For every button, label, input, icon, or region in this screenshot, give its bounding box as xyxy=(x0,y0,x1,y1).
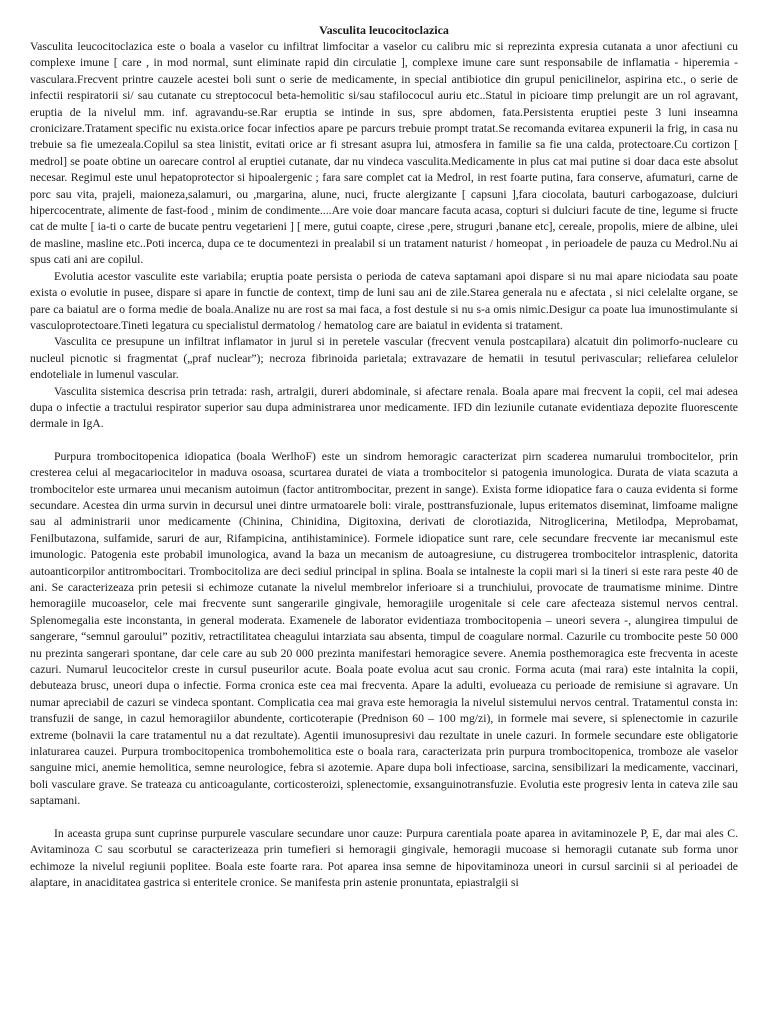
paragraph-5: Purpura trombocitopenica idiopatica (boala WerlhoF) este un sindrom hemoragic caracterizat pirn scaderea numarului trombocitelor, prin cresterea celui al megacariocitelor in maduva osoasa, scurtarea duratei de viata a trombocitelor si patogenia imunologica. Durata de viata scazuta a trombocitelor este urmarea unui mecanism autoimun (factor antitrombocitar, prezent in sange). Exista forme idiopatice fara o cauza evidenta si forme secundare. Acestea din urma survin in decursul unei dintre urmatoarele boli: virale, posttransfuzionale, lupus eritematos diseminat, limfoame maligne sau al administrarii unor medicamente (Chinina, Chinidina, Digitoxina, derivati de clorotiazida, Nitroglicerina, Metilodpa, Meprobamat, Fenilbutazona, sulfamide, saruri de aur, Rifampicina, antihistaminice). Formele idiopatice sunt rare, cele secundare frecvente iar mecanismul este imunologic. Patogenia este probabil imunologica, avand la baza un mecanism de autoagresiune, cu distrugerea trombocitelor intrasplenic, datorita autoanticorpilor antitrombocitari. Trombocitoliza are deci sediul principal in splina. Boala se intalneste la copii mari si la tineri si este rara peste 40 de ani. Se caracterizeaza prin petesii si echimoze cutanate la nivelul membrelor inferioare si a trunchiului, provocate de traumatisme minime. Dintre hemoragiile mucoaselor, cele mai frecvente sunt sangerarile gingivale, hemoragiile urogenitale si cele care afecteaza sistemul nervos central. Splenomegalia este inconstanta, in general moderata. Examenele de laborator evidentiaza trombocitopenia – uneori severa -, alungirea timpului de sangerare, “semnul garoului” pozitiv, retractilitatea cheagului intarziata sau absenta, timpul de coagulare normal. Cazurile cu trombocite peste 50 000 nu prezinta sangerari spontane, dar cele care au sub 20 000 prezinta manifestari hemoragice severe. Anemia posthemoragica este frecventa in aceste cazuri. Numarul leucocitelor creste in cursul puseurilor acute. Boala poate evolua acut sau cronic. Forma acuta (mai rara) este intalnita la copii, debuteaza brusc, uneori dupa o infectie. Forma cronica este cea mai frecventa. Apare la adulti, evolueaza cu perioade de remisiune si agravare. Un numar apreciabil de cazuri se vindeca spontant. Complicatia cea mai grava este hemoragia la nivelul sistemului nervos central. Tratamentul consta in: transfuzii de sange, in cazul hemoragiilor abundente, corticoterapie (Prednison 60 – 100 mg/zi), in formele mai severe, si splenectomie in cazurile extreme (bolnavii la care tratamentul nu a dat rezultate). Agentii imunosupresivi dau rezultate in unele cazuri. In formele secundare este obligatorie inlaturarea cauzei. Purpura trombocitopenica trombohemolitica este o boala rara, caracterizata prin purpura trombocitopenica, tromboze ale vaselor sanguine mici, anemie hemolitica, semne neurologice, febra si azotemie. Apare dupa boli infectioase, sarcina, sensibilizari la medicamente, vaccinari, boli vasculare grave. Se trateaza cu anticoagulante, corticosteroizi, splenectomie, exsanguinotransfuzie. Evolutia este progresiv lenta in cateva zile sau saptamani. xyxy=(30,449,738,808)
paragraph-1: Vasculita leucocitoclazica este o boala a vaselor cu infiltrat limfocitar a vaselor cu calibru mic si reprezinta expresia cutanata a unor afectiuni cu complexe imune [ care , in mod normal, sunt eliminate rapid din circulatie ], complexe imune care sunt responsabile de inflamatia - hiperemia - vasculara.Frecvent printre cauzele acestei boli sunt o serie de medicamente, in special antibiotice din grupul penicilinelor, aspirina etc., o serie de infectii respiratorii si/ sau cutanate cu streptococul beta-hemolitic si/sau stafilococul auriu etc..Statul in picioare timp prelungit are un rol agravant, eruptia de la nivelul mm. inf. agravandu-se.Rar eruptia se intinde in sus, spre abdomen, fata.Persistenta eruptiei peste 3 luni inseamna cronicizare.Tratament specific nu exista.orice focar infectios apare pe parcurs trebuie prompt tratat.Se recomanda evitarea expunerii la frig, in casa nu trebuie sa fie umezeala.Copilul sa stea linistit, evitati orice ar fi stresant asupra lui, atmosfera in familie sa fie una calda, protectoare.Cu cortizon [ medrol] se poate obtine un oarecare control al eruptiei cutanate, dar nu vindeca vasculita.Medicamente in plus cat mai putine si doar daca este absolut necesar. Regimul este unul hepatoprotector si hipoalergenic ; fara sare complet cat ia Medrol, in rest foarte putina, fara conserve, afumaturi, carne de porc sau vita, prajeli, maioneza,salamuri, ou ,margarina, alune, nuci, fructe alergizante [ capsuni ],fara ciocolata, bauturi carbogazoase, dulciuri hipercocentrate, alimente de fast-food , minim de condimente....Are voie doar mancare facuta acasa, copturi si dulciuri facute de tine, legume si fructe cat de multe [ ia-ti o carte de bucate pentru vegetarieni ] [ mere, gutui coapte, cirese ,pere, struguri ,banane etc], cereale, propolis, miere de albine, ulei de masline, masline etc..Poti incerca, dupa ce te documentezi in prealabil si un tratament naturist / homeopat , in perioadele de pauza cu Medrol.Nu ai spus cati ani are copilul. xyxy=(30,40,738,267)
document-body xyxy=(30,39,738,891)
paragraph-3: Vasculita ce presupune un infiltrat inflamator in jurul si in peretele vascular (frecvent venula postcapilara) alcatuit din polimorfo-nucleare cu nucleul picnotic si fragmentat („praf nuclear”); necroza fibrinoida parietala; extravazare de hematii in tesutul perivascular; reliefarea celulelor endoteliale in lumenul vascular. xyxy=(30,335,738,382)
paragraph-4: Vasculita sistemica descrisa prin tetrada: rash, artralgii, dureri abdominale, si afectare renala. Boala apare mai frecvent la copii, cel mai adesea dupa o infectie a tractului respirator superior sau dupa administrarea unor medicamente. IFD din leziunile cutanate evidentiaza depozite fluorescente dermale in IgA. xyxy=(30,384,738,431)
document-title: Vasculita leucocitoclazica xyxy=(319,23,449,37)
paragraph-6: In aceasta grupa sunt cuprinse purpurele vasculare secundare unor cauze: Purpura carentiala poate aparea in avitaminozele P, E, dar mai ales C. Avitaminoza C sau scorbutul se caracterizeaza prin tumefieri si hemoragii gingivale, hemoragii mucoase si hemoragii cutanate sub forma unor echimoze la nivelul regiunii poplitee. Boala este foarte rara. Pot aparea insa semne de hipovitaminoza uneori in cursul sarcinii si al perioadei de alaptare, in anaciditatea gastrica si enteritele cronice. Se manifesta prin astenie pronuntata, epiastralgii si xyxy=(30,826,738,889)
paragraph-2: Evolutia acestor vasculite este variabila; eruptia poate persista o perioda de cateva saptamani apoi dispare si nu mai apare niciodata sau poate exista o evolutie in pusee, dispare si apare in functie de context, timp de luni sau ani de zile.Starea generala nu e afectata , si nici celelalte organe, se pare ca baiatul are o forma medie de boala.Analize nu are rost sa mai faca, a fost destule si nu s-a omis nimic.Desigur ca poate lua imunostimulante si vasculoprotectoare.Tineti legatura cu specialistul dermatolog / hematolog care are baiatul in evidenta si tratament. xyxy=(30,269,738,332)
